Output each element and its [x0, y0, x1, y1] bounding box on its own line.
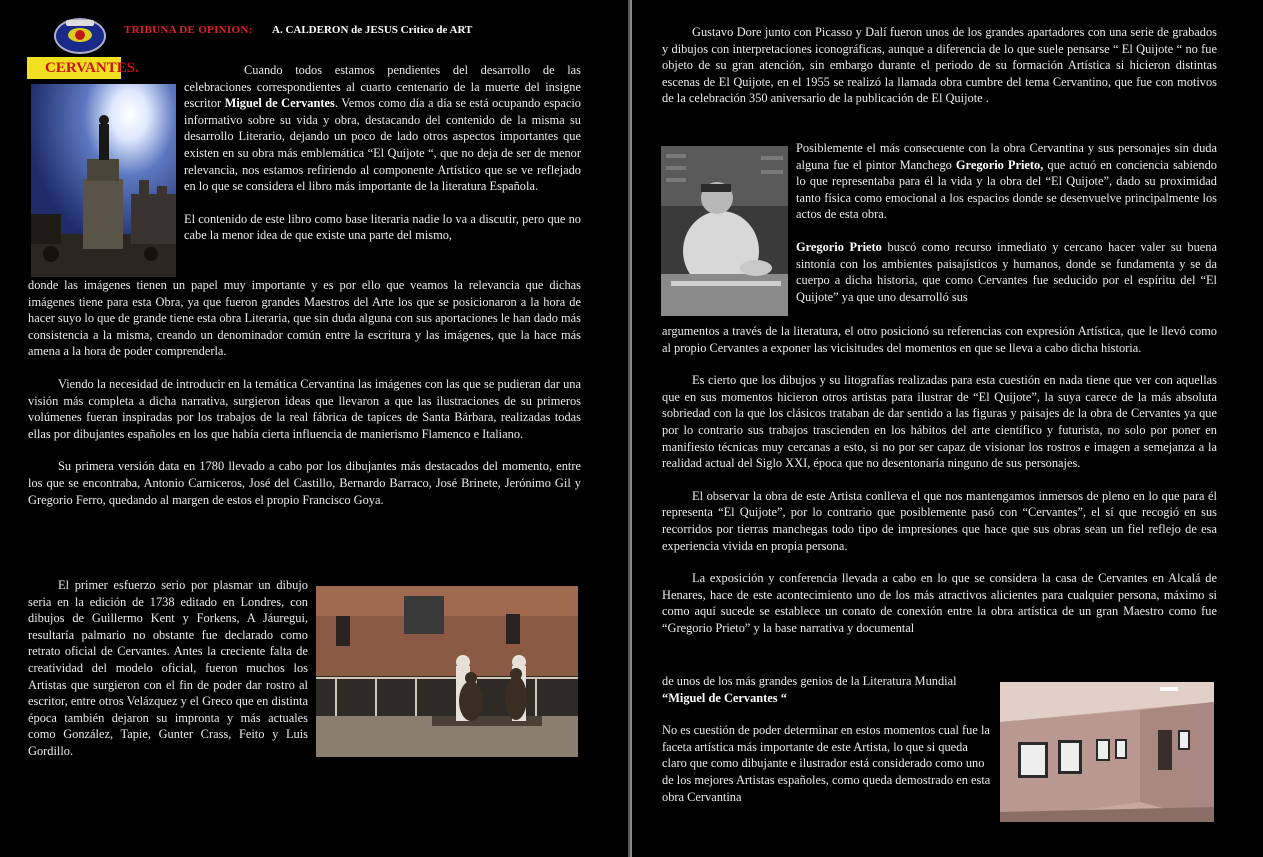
observe-para: El observar la obra de este Artista conlleva el que nos mantengamos inmersos de pleno en lo que para él representa “El Quijote”, por lo contrario que posiblemente pasó con “Cervantes”, el sí que recogió en sus recorridos por tierras manchegas todo tipo de impresiones que hace que sus obras sean un fiel reflejo de esa experiencia vivida en propia persona.	[662, 488, 1217, 553]
first-effort-text	[28, 577, 308, 776]
right-page	[632, 0, 1263, 857]
intro-bold-name: Miguel de Cervantes	[224, 96, 335, 111]
prieto-bold-name: Gregorio Prieto,	[955, 157, 1044, 172]
dore-text	[662, 24, 1217, 123]
section-title: CERVANTES.	[27, 57, 121, 79]
tribuna-heading: TRIBUNA DE OPINION:	[124, 24, 253, 36]
left-page	[0, 0, 628, 857]
prieto-bold-name-2: Gregorio Prieto	[796, 239, 882, 254]
bench-sculpture-photo	[316, 586, 578, 757]
exhibition-room-photo	[1000, 682, 1214, 822]
magazine-logo	[54, 18, 106, 54]
dore-para: Gustavo Dore junto con Picasso y Dalí fueron unos de los grandes apartadores con una serie de grabados y dibujos con interpretaciones iconográficas, aunque a diferencia de lo que suele pensarse “ El Quijote “ no fue objeto de su gran atención, sin embargo durante el periodo de su formación Artística si hicieron distintas escenas de El Quijote, en el 1955 se realizó la llamada obra cumbre del tema Cervantino, que fue con motivos de la celebración 350 aniversario de la publicación de El Quijote .	[662, 25, 1217, 106]
prieto-intro-text	[796, 140, 1217, 305]
necessity-para: Viendo la necesidad de introducir en la temática Cervantina las imágenes con las que se pudieran dar una visión más completa a dicha narrativa, surgieron ideas que llevaron a que las ilustraciones de su primeros volúmenes fueran inspiradas por los trabajos de la real fábrica de tapices de Santa Bárbara, realizadas todas ellas por dibujantes españoles en los que había cierta influencia de manierismo Flamenco e Italiano.	[28, 376, 581, 441]
author-heading: A. CALDERON de JESUS Critico de ART	[272, 24, 473, 36]
prieto-pre: Posiblemente el más consecuente con la obra Cervantina y sus personajes sin duda alguna fue el pintor Manchego	[796, 141, 1217, 172]
right-body-text	[662, 323, 1217, 637]
exhibition-cont: de unos de los más grandes genios de la Literatura Mundial	[662, 674, 957, 688]
exhibition-para: La exposición y conferencia llevada a cabo en lo que se considera la casa de Cervantes en Alcalá de Henares, hace de este acontecimiento uno de los más atractivos alicientes para cualquier persona, máximo si como aquí sucede se establece un conato de conexión entre la obra artística de un gran Maestro como fue “Gregorio Prieto” y la base narrativa y documental	[662, 571, 1217, 635]
exhibition-bold-name: “Miguel de Cervantes “	[662, 690, 787, 705]
intro-post: . Vemos como día a día se está ocupando espacio informativo sobre su vida y obra, destacando del contenido de la misma su desarrollo Literario, dejando un poco de lado otros aspectos importantes que existen en su obra más emblemática “El Quijote “, que no deja de ser de menor relevancia, nos estamos refiriendo al componente Artístico que se ve reflejado en lo que se considera el libro más importante de la literatura Española.	[184, 96, 581, 194]
cervantes-statue-photo	[31, 84, 176, 277]
prieto-resource-cont: argumentos a través de la literatura, el otro posicionó su referencias con expresión Artística, que le llevó como al propio Cervantes a exponer las vicisitudes del momentos en que se lleva a cabo dicha historia.	[662, 324, 1217, 355]
first-effort-para: El primer esfuerzo serio por plasmar un dibujo seria en la edición de 1738 editado en Londres, con dibujos de Guillermo Kent y Forkens, A Jáuregui, resultaría palmario no obstante fue declarado como retrato oficial de Cervantes. Antes la creciente falta de creatividad del modelo oficial, fueron muchos los Artistas que surgieron con el fin de poder dar rostro al escritor, entre otros Velázquez y el Greco que en distinta época también dejaron su impronta y más actuales como González, Tapie, Gunter Crass, Feito y Luis Gordillo.	[28, 578, 308, 758]
content-para-cont: donde las imágenes tienen un papel muy importante y es por ello que veamos la relevancia que dichas imágenes tiene para esta Obra, ya que fueron grandes Maestros del Arte los que se posicionaron a la hora de hacer suyo lo que de grande tiene esta obra Literaria, que sin duda alguna con sus aportaciones le han dado más consistencia a la misma, creando un denominador común entre la escritura y las imágenes, que la hace más amena a la hora de poder comprenderla.	[28, 278, 581, 359]
left-body-text	[28, 277, 581, 524]
drawings-para: Es cierto que los dibujos y su litografías realizadas para esta cuestión en nada tiene que ver con aquellas que en sus momentos hicieron otros artistas para ilustrar de “El Quijote”, la suya carece de la más absoluta sobriedad con la que los clásicos trataban de dar sentido a las figuras y paisajes de la obra de Cervantes ya que por lo contrario sus trabajos trascienden en los hábitos del arte científico y futurista, no solo por poner en manifiesto técnicas muy cercanas a esto, si no por ser capaz de visionar los rostros e imagen a semejanza a la realidad actual del Siglo XXI, época que no desentonaría ninguno de sus personajes.	[662, 373, 1217, 471]
right-final-text	[662, 673, 992, 821]
closing-para: No es cuestión de poder determinar en estos momentos cual fue la faceta artística más importante de este Artista, lo que si queda claro que como dibujante e ilustrador está considerado como uno de los mejores Artistas españoles, como queda demostrado en esta obra Cervantina	[662, 723, 991, 804]
prieto-post: que actuó en conciencia sabiendo lo que representaba para él la vida y la obra del “El Quijote”, dado su proximidad tanto física como emocional a los espacios donde se desenvuelve principalmente los actos de esta obra.	[796, 157, 1218, 222]
content-para-start: El contenido de este libro como base literaria nadie lo va a discutir, pero que no cabe la menor idea de que existe una parte del mismo,	[184, 211, 581, 243]
left-intro-text	[184, 62, 581, 244]
intro-pre: Cuando todos estamos pendientes del desarrollo de las celebraciones correspondientes al cuarto centenario de la muerte del insigne escritor	[184, 63, 581, 111]
first-version-para: Su primera versión data en 1780 llevado a cabo por los dibujantes más destacados del momento, entre los que se encontraba, Antonio Carniceros, José del Castillo, Bernardo Barraco, José Brinete, Jerónimo Gil y Gregorio Ferro, quedando al margen de estos el propio Francisco Goya.	[28, 459, 581, 507]
prieto-resource-start: buscó como recurso inmediato y cercano hacer valer su buena sintonía con los ambientes paisajísticos y humanos, donde se fundamenta y se da cuerpo a dicha historia, que como Cervantes fue seducido por el espíritu del “El Quijote” ya que uno desarrolló sus	[796, 239, 1217, 304]
gregorio-prieto-photo	[661, 146, 788, 316]
